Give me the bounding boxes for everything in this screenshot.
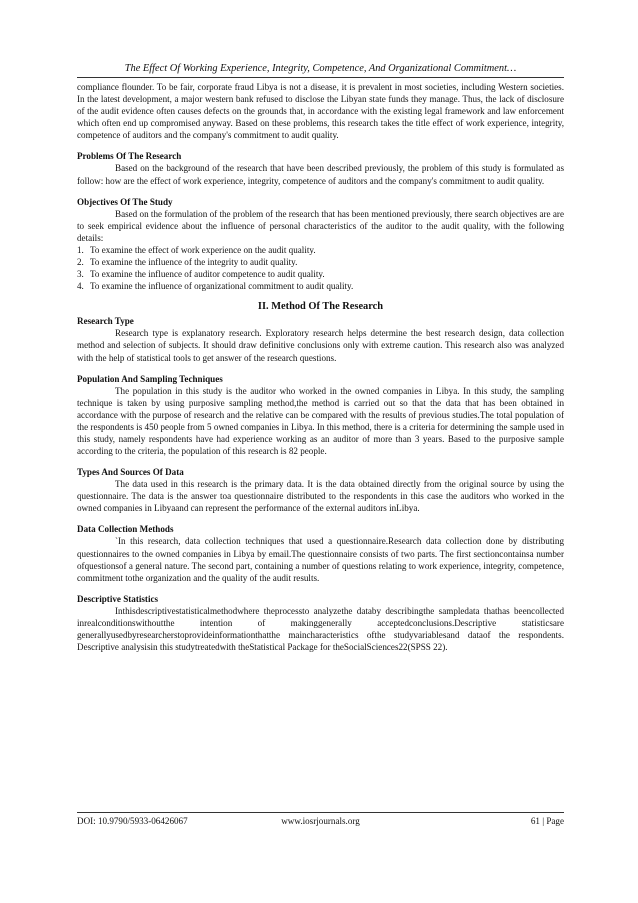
footer-page-number: 61 | Page — [530, 816, 564, 826]
objective-text: To examine the influence of organizational commitment to audit quality. — [90, 281, 354, 292]
page-body — [77, 81, 564, 653]
data-types-paragraph: The data used in this research is the primary data. It is the data obtained directly from the original source by using the questionnaire. The data is the answer toa questionnaire distributed to the respondents in this case the auditors who worked in the owned companies in Libyaand can represent the performance of the external auditors inLibya. — [77, 479, 564, 514]
objective-number: 3. — [77, 269, 84, 280]
objective-text: To examine the influence of the integrity to audit quality. — [90, 257, 298, 268]
data-collection-heading: Data Collection Methods — [77, 524, 174, 535]
problems-paragraph: Based on the background of the research that have been described previously, the problem of this study is formulated as follow: how are the effect of work experience, integrity, competence of auditors and the company's commitment to audit quality. — [77, 163, 564, 186]
running-header: The Effect Of Working Experience, Integrity, Competence, And Organizational Commitment… — [124, 63, 517, 74]
data-types-heading: Types And Sources Of Data — [77, 467, 184, 478]
objective-text: To examine the effect of work experience on the audit quality. — [90, 244, 316, 255]
data-collection-paragraph: `In this research, data collection techniques that used a questionnaire.Research data collection done by distributing questionnaires to the owned companies in Libya by email.The questionnaire consists of two parts. The first sectioncontainsa number ofquestionsof a general nature. The second part, containing a number of questions relating to work experience, integrity, competence, commitment tothe organization and the quality of the audit results. — [77, 536, 564, 583]
objective-text: To examine the influence of auditor competence to audit quality. — [90, 269, 325, 280]
footer-website: www.iosrjournals.org — [281, 816, 360, 826]
objective-number: 2. — [77, 257, 84, 268]
header-rule — [77, 77, 564, 78]
problems-heading: Problems Of The Research — [77, 151, 182, 162]
objectives-paragraph: Based on the formulation of the problem of the research that has been mentioned previously, there search objectives are are to seek empirical evidence about the influence of personal characteristics of the auditor to the audit quality, with the following details: — [77, 208, 564, 243]
research-type-heading: Research Type — [77, 316, 134, 327]
research-type-paragraph: Research type is explanatory research. Exploratory research helps determine the best research design, data collection method and selection of subjects. It should draw definitive conclusions only with extreme caution. This research also was analyzed with the help of statistical tools to get answer of the research questions. — [77, 328, 564, 363]
intro-paragraph: compliance flounder. To be fair, corporate fraud Libya is not a disease, it is prevalent in most societies, including Western societies. In the latest development, a major western bank refused to disclose the Libyan state funds they manage. Thus, the lack of disclosure of the audit evidence often causes defects on the grounds that, in accordance with the existing legal framework and law enforcement which often end up compromised anyway. Based on these problems, this research takes the title effect of work experience, integrity, competence of auditors and the company's commitment to audit quality. — [77, 82, 564, 141]
objectives-list — [77, 244, 564, 292]
objective-item — [77, 280, 564, 292]
objective-number: 4. — [77, 281, 84, 292]
objective-item — [77, 268, 564, 280]
footer-rule — [77, 812, 564, 813]
footer-doi: DOI: 10.9790/5933-06426067 — [77, 816, 188, 826]
objective-item — [77, 244, 564, 256]
descriptive-heading: Descriptive Statistics — [77, 593, 159, 604]
objective-number: 1. — [77, 244, 84, 255]
descriptive-paragraph: Inthisdescriptivestatisticalmethodwhere theprocessto analyzethe databy describingthe sampledata thathas beencollected inrealconditionswithoutthe intention of makinggenerally acceptedconclusions.Descriptive statisticsare generallyusedbyresearcherstoprovideinformationthatthe maincharacteristics ofthe studyvariablesand dataof the respondents. Descriptive analysisin this studytreatedwith theStatistical Package for theSocialSciences22(SPSS 22). — [77, 605, 564, 653]
objectives-heading: Objectives Of The Study — [77, 196, 173, 207]
population-heading: Population And Sampling Techniques — [77, 373, 223, 384]
section-heading-method: II. Method Of The Research — [257, 301, 384, 313]
population-paragraph: The population in this study is the auditor who worked in the owned companies in Libya. In this study, the sampling technique is taken by using purposive sampling method,the method is carried out so that the data that has been obtained in accordance with the purpose of research and the relative can be compared with the results of previous studies.The total population of the respondents is 450 people from 5 owned companies in Libya. In this method, there is a criteria for determining the sample used in this study, namely respondents have had experience working as an auditor of more than 3 years. Based to the purposive sample according to the criteria, the population of this research is 82 people. — [77, 385, 564, 457]
objective-item — [77, 256, 564, 268]
